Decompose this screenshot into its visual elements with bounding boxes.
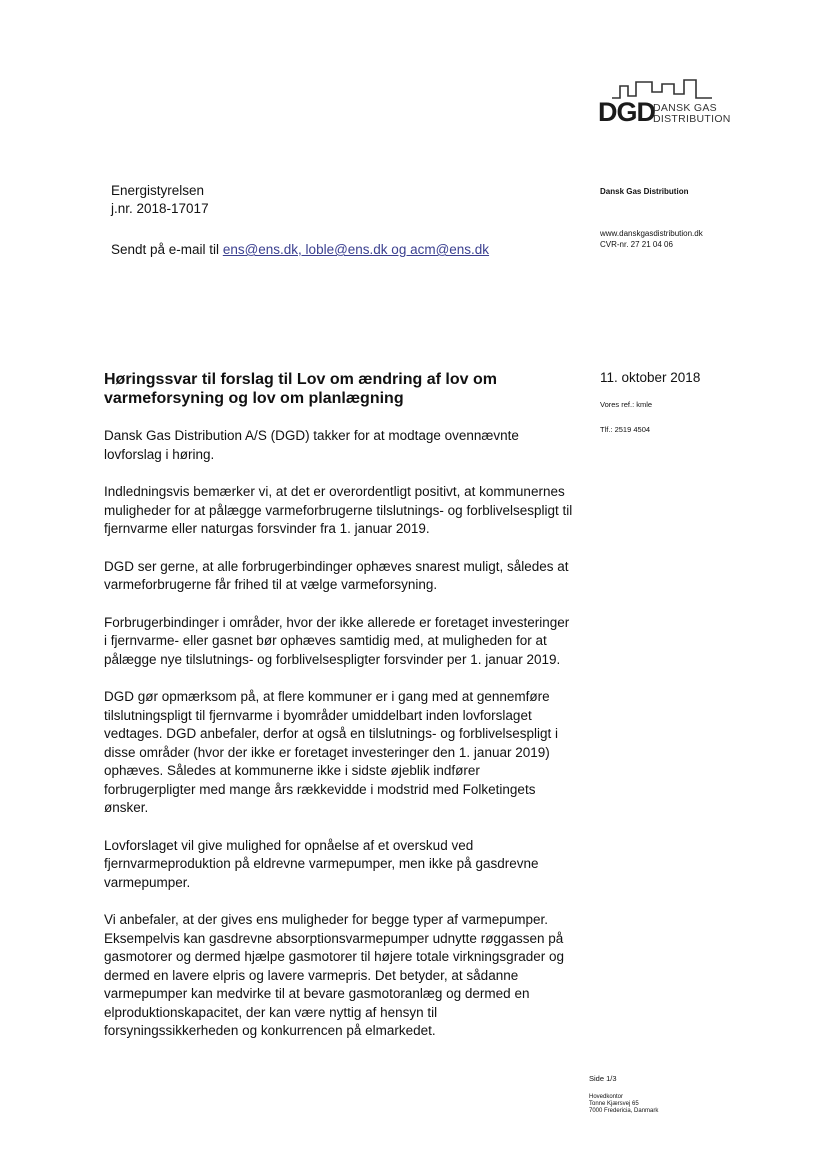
logo-line-1: DANSK GAS — [653, 102, 717, 114]
paragraph: DGD ser gerne, at alle forbrugerbindinger ophæves snarest muligt, således at varmeforbrugerne får frihed til at vælge varmeforsyning. — [104, 558, 569, 592]
office-street: Tonne Kjærsvej 65 — [589, 1101, 639, 1107]
recipient-name: Energistyrelsen — [111, 183, 205, 198]
paragraph: Forbrugerbindinger i områder, hvor der ikke allerede er foretaget investeringer i fjernvarme- eller gasnet bør ophæves samtidig med, at muligheden for at pålægge nye tilslutnings- og forblivelsespligter forsvinder per 1. januar 2019. — [104, 614, 570, 667]
sender-contact — [600, 228, 703, 250]
page-number: Side 1/3 — [589, 1074, 617, 1083]
office-label: Hovedkontor — [589, 1094, 624, 1100]
logo-text — [653, 103, 731, 125]
phone-number: Tlf.: 2519 4504 — [600, 425, 651, 434]
sender-website[interactable]: www.danskgasdistribution.dk — [600, 229, 703, 238]
letter-body — [104, 427, 574, 1060]
email-line — [111, 242, 489, 257]
our-reference: Vores ref.: kmle — [600, 400, 653, 409]
logo-mark: DGD — [598, 97, 655, 127]
email-prefix: Sendt på e-mail til — [111, 242, 223, 257]
paragraph: Lovforslaget vil give mulighed for opnåelse af et overskud ved fjernvarmeproduktion på eldrevne varmepumper, men ikke på gasdrevne varmepumper. — [104, 837, 539, 890]
paragraph: Indledningsvis bemærker vi, at det er overordentligt positivt, at kommunernes muligheder for at pålægge varmeforbrugerne tilslutnings- og forblivelsespligt til fjernvarme eller naturgas forsvinder fra 1. januar 2019. — [104, 484, 573, 536]
letter-subject: Høringssvar til forslag til Lov om ændring af lov om varmeforsyning og lov om planlægning — [104, 371, 497, 407]
paragraph: Vi anbefaler, at der gives ens muligheder for begge typer af varmepumper. Eksempelvis kan gasdrevne absorptionsvarmepumper udnytte røggassen på gasmotorer og dermed hjælpe gasmotorer til højere totale virkningsgrader og dermed en lavere elpris og lavere varmepris. Det betyder, at sådanne varmepumper kan medvirke til at bevare gasmotoranlæg og dermed en elproduktionskapacitet, der kan være nyttig af hensyn til forsyningssikkerheden og konkurrencen på elmarkedet. — [104, 912, 564, 1038]
office-city: 7000 Fredericia, Danmark — [589, 1108, 659, 1114]
paragraph: Dansk Gas Distribution A/S (DGD) takker for at modtage ovennævnte lovforslag i høring. — [104, 428, 519, 462]
paragraph: DGD gør opmærksom på, at flere kommuner er i gang med at gennemføre tilslutningspligt til fjernvarme i byområder umiddelbart inden lovforslaget vedtages. DGD anbefaler, derfor at også en tilslutnings- og forblivelsespligt i disse områder (hvor der ikke er foretaget investeringer den 1. januar 2019) ophæves. Således at kommunerne ikke i sidste øjeblik indfører forbrugerpligter med mange års rækkevidde i modstrid med Folketingets ønsker. — [104, 689, 558, 815]
sender-cvr: CVR-nr. 27 21 04 06 — [600, 240, 673, 249]
journal-number: j.nr. 2018-17017 — [111, 201, 209, 216]
sender-name: Dansk Gas Distribution — [600, 187, 689, 196]
letter-date: 11. oktober 2018 — [600, 370, 701, 385]
logo-line-2: DISTRIBUTION — [653, 113, 731, 125]
company-logo — [598, 78, 731, 138]
recipient-block — [111, 182, 209, 218]
email-links[interactable]: ens@ens.dk, loble@ens.dk og acm@ens.dk — [222, 242, 490, 257]
footer-address — [589, 1094, 658, 1115]
